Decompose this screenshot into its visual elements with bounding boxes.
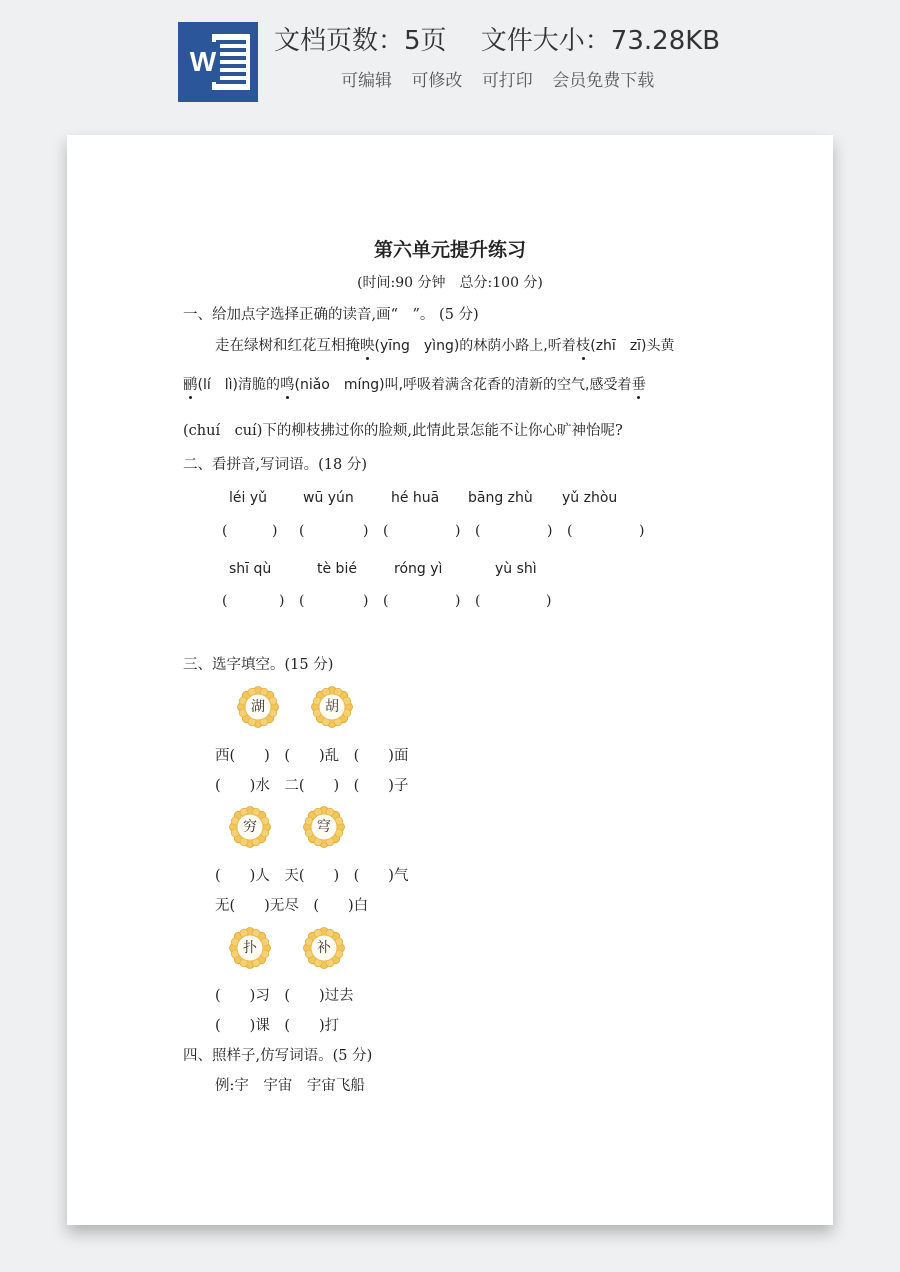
- document-title: 第六单元提升练习: [373, 239, 526, 261]
- answer-blank: (: [222, 593, 228, 609]
- pinyin-item: léi yǔ: [229, 490, 268, 506]
- document-subtitle: (时间:90 分钟 总分:100 分): [357, 275, 543, 291]
- answer-blank: ): [639, 523, 645, 539]
- pinyin-item: yù shì: [495, 561, 537, 577]
- answer-blank: (: [299, 593, 305, 609]
- dotted-char: 鹂: [183, 377, 198, 393]
- dotted-char: 鸣: [279, 377, 295, 393]
- fill-line: 西( ) ( )乱 ( )面: [215, 748, 409, 764]
- pinyin-item: róng yì: [394, 561, 443, 577]
- dotted-char: 枝: [575, 338, 591, 354]
- flower-char-badge: 穷: [229, 806, 271, 848]
- tag-free-download: 会员免费下载: [552, 71, 655, 91]
- flower-char-badge: 穹: [303, 806, 345, 848]
- answer-blank: (: [475, 593, 481, 609]
- pinyin-item: tè bié: [317, 561, 357, 577]
- question-1-line-1: 走在绿树和红花互相掩映(yīng yìng)的林荫小路上,听着枝(zhī zī)头黄: [215, 338, 675, 354]
- flower-char-badge: 补: [303, 927, 345, 969]
- answer-blank: (: [383, 593, 389, 609]
- document-feature-tags: [341, 66, 668, 91]
- pinyin-item: shī qù: [229, 561, 272, 577]
- fill-line: ( )人 天( ) ( )气: [215, 868, 409, 884]
- tag-printable: 可打印: [481, 71, 533, 91]
- answer-blank: ): [363, 593, 369, 609]
- word-document-icon: [178, 22, 258, 102]
- answer-blank: ): [546, 593, 552, 609]
- question-3-heading: 三、选字填空。(15 分): [183, 657, 334, 673]
- tag-modifiable: 可修改: [411, 71, 463, 91]
- flower-char-badge: 扑: [229, 927, 271, 969]
- fill-line: ( )水 二( ) ( )子: [215, 778, 409, 794]
- fill-line: ( )习 ( )过去: [215, 988, 354, 1004]
- question-4-example: 例:宇 宇宙 宇宙飞船: [215, 1078, 365, 1094]
- question-1-line-3: (chuí cuí)下的柳枝拂过你的脸颊,此情此景怎能不让你心旷神怡呢?: [183, 423, 623, 439]
- pinyin-item: wū yún: [303, 490, 354, 506]
- answer-blank: ): [455, 523, 461, 539]
- fill-line: 无( )无尽 ( )白: [215, 898, 369, 914]
- header: [0, 0, 900, 120]
- document-page: [67, 135, 833, 1225]
- fill-line: ( )课 ( )打: [215, 1018, 340, 1034]
- document-info-title: 文档页数：5页 文件大小：73.28KB: [274, 26, 721, 56]
- tag-editable: 可编辑: [341, 71, 392, 91]
- answer-blank: (: [383, 523, 389, 539]
- answer-blank: (: [299, 523, 305, 539]
- answer-blank: (: [567, 523, 573, 539]
- question-1-line-2: 鹂(lí lì)清脆的鸣(niǎo míng)叫,呼吸着满含花香的清新的空气,感受着垂: [183, 377, 647, 393]
- pinyin-item: bāng zhù: [468, 490, 533, 506]
- question-1-heading: 一、给加点字选择正确的读音,画“ ”。 (5 分): [183, 307, 479, 323]
- answer-blank: ): [363, 523, 369, 539]
- dotted-char: 垂: [631, 377, 647, 393]
- word-logo-letter: W: [186, 42, 220, 82]
- dotted-char: 映: [360, 338, 375, 354]
- question-4-heading: 四、照样子,仿写词语。(5 分): [183, 1048, 373, 1064]
- pinyin-item: hé huā: [391, 490, 440, 506]
- answer-blank: ): [455, 593, 461, 609]
- answer-blank: (: [222, 523, 228, 539]
- flower-char-badge: 胡: [311, 686, 353, 728]
- question-2-heading: 二、看拼音,写词语。(18 分): [183, 457, 367, 473]
- answer-blank: (: [475, 523, 481, 539]
- flower-char-badge: 湖: [237, 686, 279, 728]
- answer-blank: ): [272, 523, 278, 539]
- pinyin-item: yǔ zhòu: [562, 490, 618, 506]
- answer-blank: ): [547, 523, 553, 539]
- answer-blank: ): [279, 593, 285, 609]
